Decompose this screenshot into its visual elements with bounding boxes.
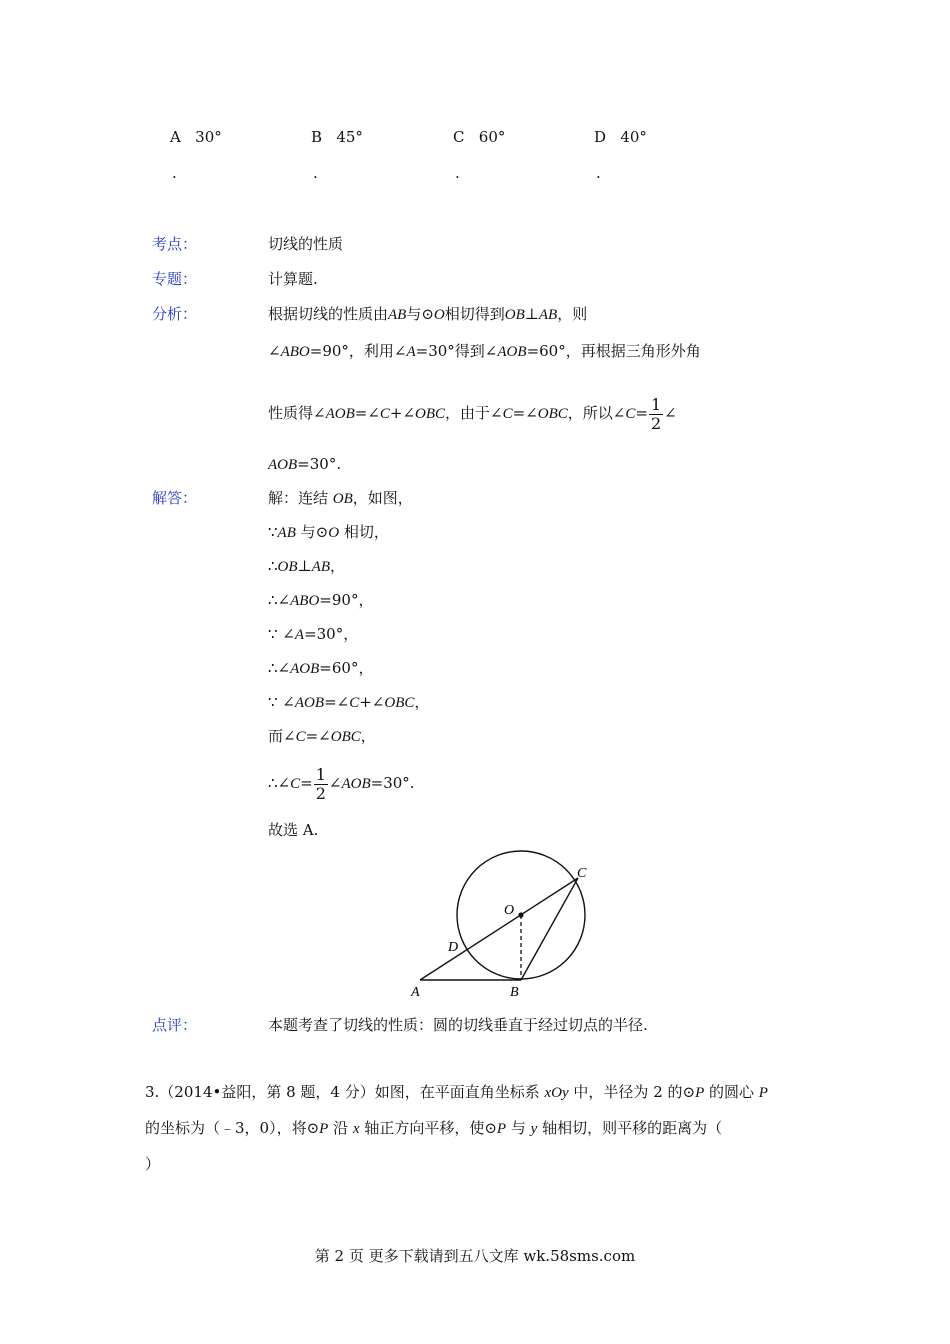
option-a — [170, 127, 222, 147]
label-a: A — [411, 985, 420, 1000]
solution-line-4: ∴∠ABO=90°， — [268, 591, 374, 609]
q3-line-3: ） — [145, 1155, 161, 1173]
dianping-text: 本题考查了切线的性质：圆的切线垂直于经过切点的半径. — [268, 1016, 648, 1034]
segment-ac — [420, 878, 578, 980]
label-c: C — [577, 866, 587, 881]
label-dianping: 点评： — [152, 1016, 198, 1034]
option-b-letter: B — [311, 128, 323, 146]
label-zhuanti: 专题： — [152, 270, 198, 288]
option-c — [453, 127, 505, 147]
option-a-letter: A — [170, 128, 181, 146]
label-jieda: 解答： — [152, 489, 198, 507]
fraction-half: $\frac{1}{2}$ — [315, 764, 326, 803]
solution-line-1: 解：连结 OB，如图， — [268, 489, 413, 507]
option-dot: . — [596, 164, 601, 182]
option-a-value: 30° — [195, 128, 222, 146]
zhuanti-text: 计算题. — [268, 270, 318, 288]
label-o: O — [504, 903, 515, 918]
option-b-value: 45° — [336, 128, 363, 146]
solution-line-7: ∵ ∠AOB=∠C+∠OBC， — [268, 693, 430, 711]
analysis-line-2: ∠ABO=90°，利用∠A=30°得到∠AOB=60°，再根据三角形外角 — [268, 342, 701, 360]
option-c-value: 60° — [478, 128, 506, 146]
q3-line-1: 3.（2014•益阳，第 8 题，4 分）如图，在平面直角坐标系 xOy 中，半径为 2 的⊙P 的圆心 P — [145, 1083, 768, 1101]
label-d: D — [448, 940, 459, 955]
center-point — [518, 912, 523, 917]
option-dot: . — [313, 164, 318, 182]
fraction-half: $\frac{1}{2}$ — [650, 394, 662, 433]
label-b: B — [510, 985, 519, 1000]
geometry-figure — [400, 840, 610, 1005]
solution-line-2: ∵AB 与⊙O 相切， — [268, 523, 389, 541]
q3-line-2: 的坐标为（﹣3，0），将⊙P 沿 x 轴正方向平移，使⊙P 与 y 轴相切，则平移的距离为（ — [145, 1119, 723, 1137]
analysis-line-3: 性质得∠AOB=∠C+∠OBC，由于∠C=∠OBC，所以∠C= $\frac{1}{2}$ ∠ — [268, 394, 677, 433]
segment-bc — [521, 878, 578, 980]
kaodian-text: 切线的性质 — [268, 235, 344, 253]
analysis-line-1: 根据切线的性质由AB与⊙O相切得到OB⊥AB，则 — [268, 305, 588, 323]
solution-line-5: ∵ ∠A=30°， — [268, 625, 359, 643]
label-kaodian: 考点： — [152, 235, 198, 253]
option-d — [594, 127, 647, 147]
option-d-letter: D — [594, 128, 607, 146]
solution-line-8: 而∠C=∠OBC， — [268, 727, 376, 745]
analysis-line-4: AOB=30°. — [268, 455, 342, 473]
label-fenxi: 分析： — [152, 305, 198, 323]
option-dot: . — [455, 164, 460, 182]
option-b — [311, 127, 363, 147]
solution-line-6: ∴∠AOB=60°， — [268, 659, 374, 677]
solution-line-9: ∴∠C= $\frac{1}{2}$ ∠AOB=30°. — [268, 764, 415, 803]
option-dot: . — [172, 164, 177, 182]
solution-line-3: ∴OB⊥AB， — [268, 557, 345, 575]
page-footer: 第 2 页 更多下载请到五八文库 wk.58sms.com — [314, 1247, 636, 1265]
option-c-letter: C — [453, 128, 465, 146]
solution-line-10: 故选 A. — [268, 821, 319, 839]
option-d-value: 40° — [620, 128, 647, 146]
